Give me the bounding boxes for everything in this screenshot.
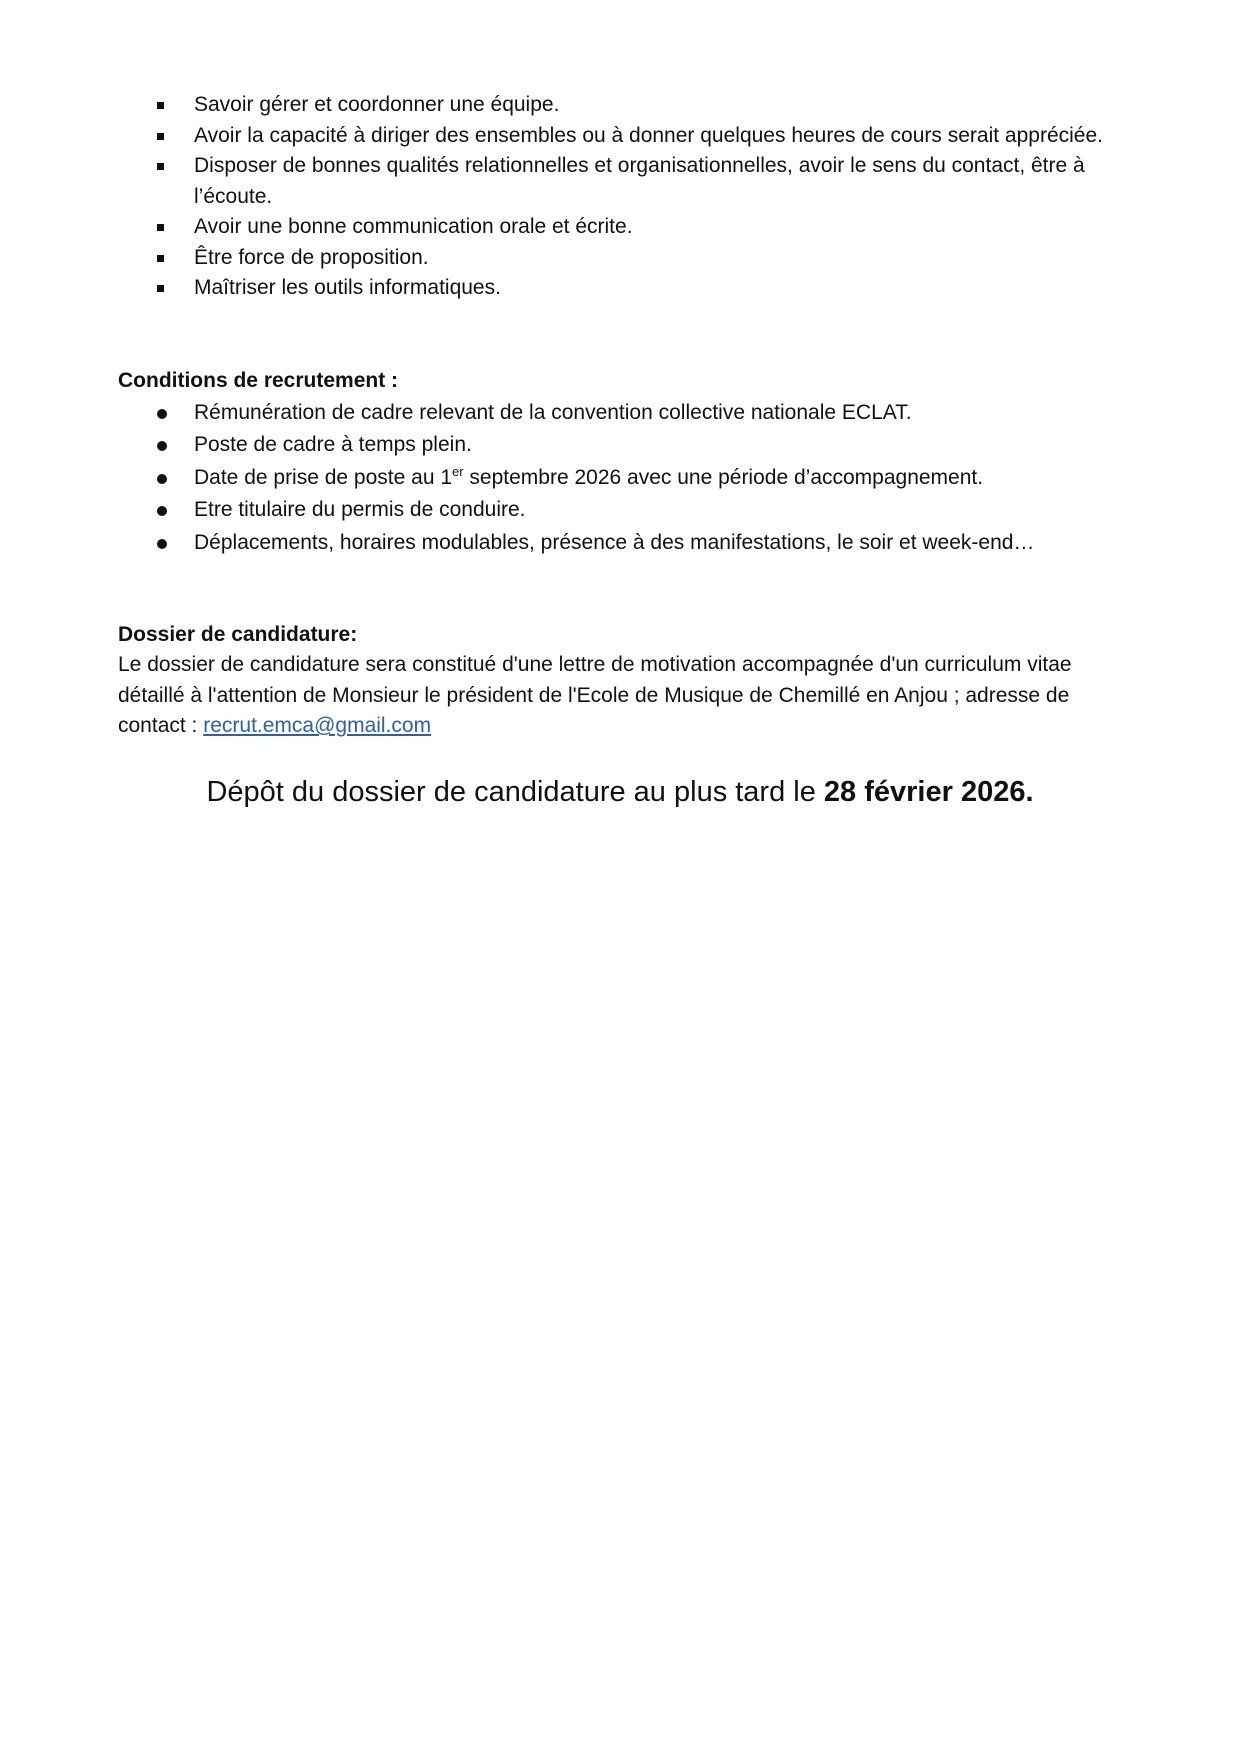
list-item (0, 429, 1114, 461)
square-bullet-icon (157, 163, 164, 170)
ordinal-suffix: er (452, 463, 464, 479)
list-item-text: Avoir une bonne communication orale et écrite. (194, 215, 633, 238)
list-item (0, 494, 1114, 526)
square-bullet-icon (157, 255, 164, 262)
list-item (0, 273, 1114, 304)
square-bullet-icon (157, 285, 164, 292)
list-item (0, 151, 1114, 212)
list-item-text: Disposer de bonnes qualités relationnelles et organisationnelles, avoir le sens du contact, être à l’écoute. (194, 154, 1085, 208)
round-bullet-icon (157, 441, 167, 451)
round-bullet-icon (157, 474, 167, 484)
list-item-text: Maîtriser les outils informatiques. (194, 276, 501, 299)
list-item (0, 121, 1114, 152)
round-bullet-icon (157, 409, 167, 419)
list-item-text: Rémunération de cadre relevant de la convention collective nationale ECLAT. (194, 401, 912, 424)
application-paragraph (118, 650, 1128, 742)
list-item (0, 212, 1114, 243)
start-date-text (194, 463, 984, 489)
start-date-before: Date de prise de poste au 1 (194, 465, 453, 489)
round-bullet-icon (157, 539, 167, 549)
square-bullet-icon (157, 224, 164, 231)
conditions-list (0, 397, 1114, 559)
application-heading: Dossier de candidature: (118, 623, 358, 646)
start-date-after: septembre 2026 avec une période d’accompagnement. (463, 465, 984, 489)
list-item-text: Poste de cadre à temps plein. (194, 433, 472, 457)
list-item-text: Être force de proposition. (194, 245, 429, 269)
conditions-heading: Conditions de recrutement : (118, 369, 399, 392)
deadline-text: Dépôt du dossier de candidature au plus tard le (206, 776, 824, 808)
deadline-date: 28 février 2026. (823, 776, 1034, 808)
contact-email-link[interactable]: recrut.emca@gmail.com (203, 714, 432, 737)
list-item (0, 397, 1114, 429)
deadline-statement (0, 772, 1240, 812)
application-text: Le dossier de candidature sera constitué d'une lettre de motivation accompagnée d'un curriculum vitae détaillé à l'attention de Monsieur le président de l'Ecole de Musique de Chemillé en Anjou ; adresse de contact : (118, 653, 1072, 737)
list-item (0, 462, 1114, 494)
square-bullet-icon (157, 102, 164, 109)
list-item (0, 90, 1114, 121)
list-item-text: Avoir la capacité à diriger des ensembles ou à donner quelques heures de cours serait appréciée. (194, 123, 1103, 147)
square-bullet-icon (157, 133, 164, 140)
list-item (0, 527, 1114, 559)
list-item-text: Savoir gérer et coordonner une équipe. (194, 93, 560, 116)
list-item (0, 243, 1114, 274)
round-bullet-icon (157, 506, 167, 516)
list-item-text: Déplacements, horaires modulables, présence à des manifestations, le soir et week-end… (194, 530, 1035, 554)
skills-list (0, 90, 1114, 304)
list-item-text: Etre titulaire du permis de conduire. (194, 498, 526, 522)
